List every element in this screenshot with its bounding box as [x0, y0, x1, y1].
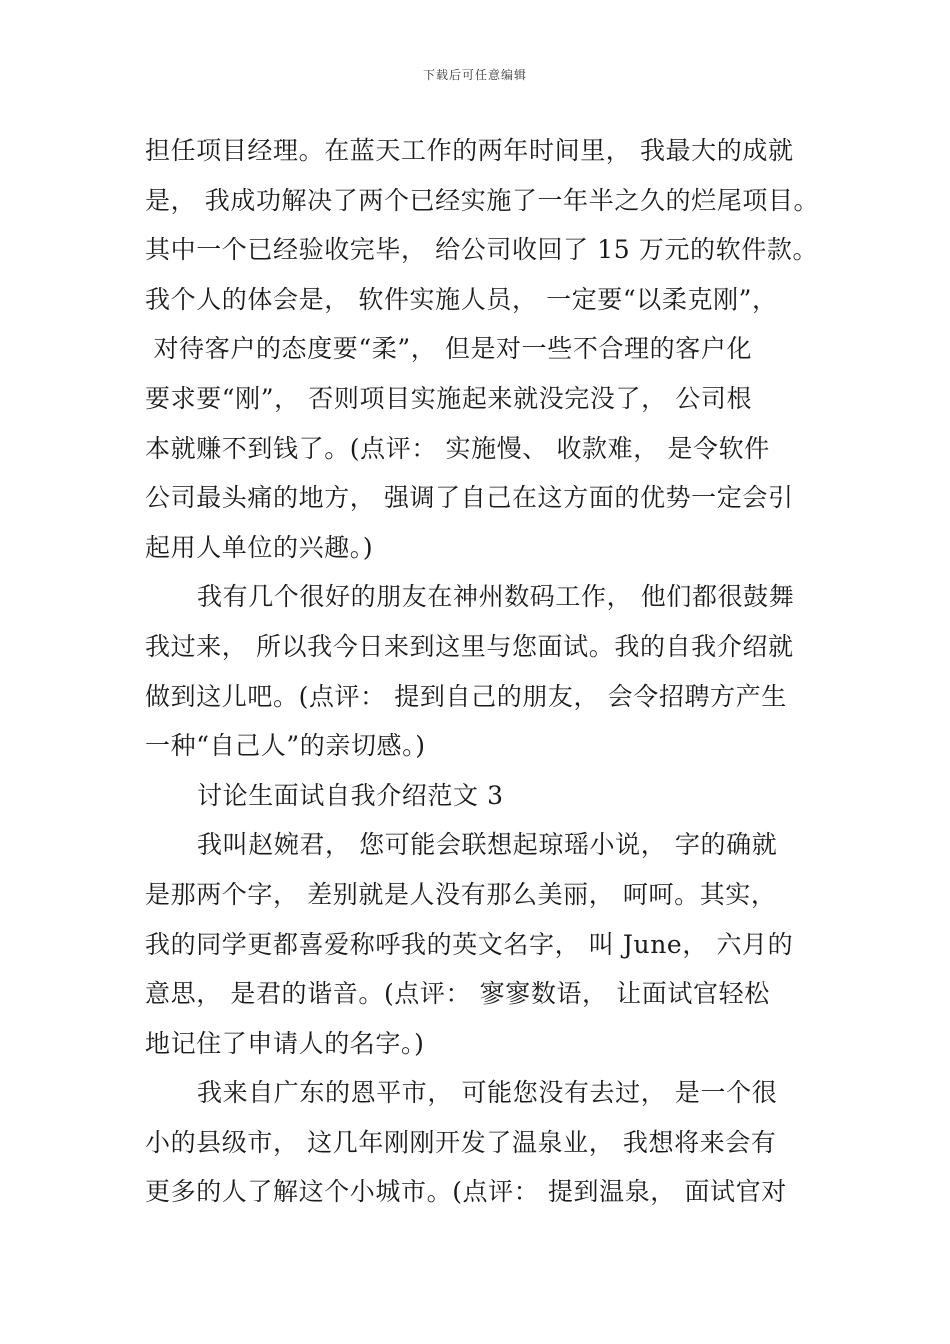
text-line: 小的县级市， 这几年刚刚开发了温泉业， 我想将来会有	[145, 1127, 777, 1157]
text-line: 地记住了申请人的名字。)	[145, 1028, 425, 1058]
paragraph-start-line: 我来自广东的恩平市， 可能您没有去过， 是一个很	[197, 1078, 778, 1108]
text-line: 我的同学更都喜爱称呼我的英文名字， 叫 June， 六月的	[145, 929, 794, 959]
text-line: 意思， 是君的谐音。(点评： 寥寥数语， 让面试官轻松	[145, 979, 770, 1009]
document-body	[145, 126, 820, 1217]
text-line: 本就赚不到钱了。(点评： 实施慢、 收款难， 是令软件	[145, 433, 770, 463]
text-line: 其中一个已经验收完毕， 给公司收回了 15 万元的软件款。	[145, 235, 819, 265]
section-heading: 讨论生面试自我介绍范文 3	[197, 780, 504, 810]
text-line: 做到这儿吧。(点评： 提到自己的朋友， 会令招聘方产生	[145, 681, 787, 711]
paragraph-start-line: 我叫赵婉君， 您可能会联想起琼瑶小说， 字的确就	[197, 830, 778, 860]
text-line: 公司最头痛的地方， 强调了自己在这方面的优势一定会引	[145, 483, 794, 513]
header-note: 下载后可任意编辑	[422, 68, 527, 82]
text-line: 对待客户的态度要“柔”， 但是对一些不合理的客户化	[145, 334, 753, 364]
text-line: 是， 我成功解决了两个已经实施了一年半之久的烂尾项目。	[145, 185, 820, 215]
text-line: 更多的人了解这个小城市。(点评： 提到温泉， 面试官对	[145, 1177, 787, 1207]
text-line: 一种“自己人”的亲切感。)	[145, 731, 426, 761]
text-line: 担任项目经理。在蓝天工作的两年时间里， 我最大的成就	[145, 136, 794, 165]
text-line: 是那两个字， 差别就是人没有那么美丽， 呵呵。其实，	[145, 879, 777, 909]
text-line: 我个人的体会是， 软件实施人员， 一定要“以柔克刚”，	[145, 284, 778, 314]
text-line: 起用人单位的兴趣。)	[145, 532, 374, 562]
text-line: 要求要“刚”， 否则项目实施起来就没完没了， 公司根	[145, 383, 753, 413]
text-line: 我过来， 所以我今日来到这里与您面试。我的自我介绍就	[145, 631, 794, 661]
paragraph-start-line: 我有几个很好的朋友在神州数码工作， 他们都很鼓舞	[197, 582, 795, 612]
